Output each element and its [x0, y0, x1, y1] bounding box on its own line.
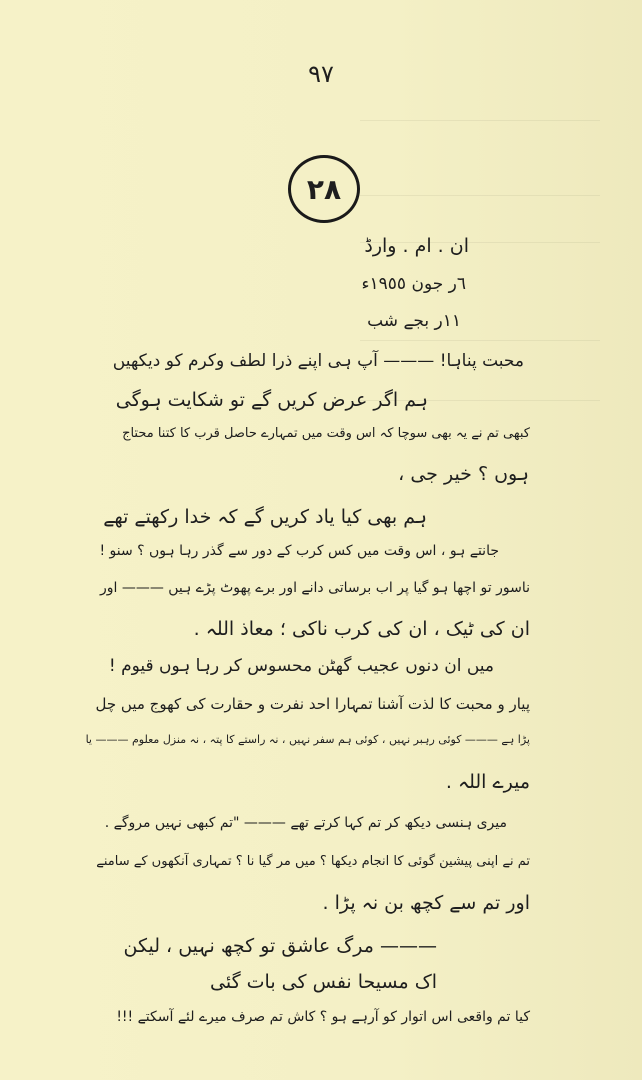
body-line: ہوں ؟ خیر جی ،	[398, 463, 529, 485]
body-line: پڑا ہے ——— کوئی رہبر نہیں ، کوئی ہم سفر نہیں ، نہ راستے کا پتہ ، نہ منزل معلوم ——— یا	[85, 733, 530, 746]
bleed-through-line	[360, 120, 600, 121]
body-line: میں ان دنوں عجیب گھٹن محسوس کر رہا ہوں قیوم !	[108, 656, 494, 676]
header-time: ١١ر بجے شب	[367, 311, 461, 331]
header-date: ٦ر جون ١٩٥٥ء	[361, 274, 466, 294]
body-line: ناسور تو اچھا ہو گیا پر اب برساتی دانے اور برے پھوٹ پڑے ہیں ——— اور	[99, 580, 530, 596]
bleed-through-line	[360, 195, 600, 196]
body-line: کبھی تم نے یہ بھی سوچا کہ اس وقت میں تمہارے حاصل قرب کا کتنا محتاج	[122, 426, 530, 441]
body-line: ان کی ٹیک ، ان کی کرب ناکی ؛ معاذ اللہ .	[193, 618, 530, 640]
body-line: کیا تم واقعی اس اتوار کو آرہے ہو ؟ کاش تم صرف میرے لئے آسکتے !!!	[116, 1009, 530, 1025]
page-number: ٩٧	[308, 60, 334, 88]
body-line: جانتے ہو ، اس وقت میں کس کرب کے دور سے گذر رہا ہوں ؟ سنو !	[99, 543, 499, 559]
body-line: ہم بھی کیا یاد کریں گے کہ خدا رکھتے تھے	[103, 506, 427, 528]
chapter-number-circle: ٢٨	[288, 155, 360, 223]
bleed-through-line	[360, 340, 600, 341]
body-line: ہم اگر عرض کریں گے تو شکایت ہوگی	[115, 389, 428, 411]
body-line: اور تم سے کچھ بن نہ پڑا .	[322, 892, 530, 914]
body-line: اک مسیحا نفس کی بات گئی	[210, 971, 437, 993]
body-line: تم نے اپنی پیشین گوئی کا انجام دیکھا ؟ میں مر گیا نا ؟ تمہاری آنکھوں کے سامنے	[96, 854, 530, 869]
body-line: میری ہنسی دیکھ کر تم کہا کرتے تھے ——— "تم کبھی نہیں مروگے .	[104, 815, 507, 831]
body-line: میرے اللہ .	[445, 771, 530, 793]
body-line: ——— مرگ عاشق تو کچھ نہیں ، لیکن	[123, 935, 437, 957]
header-ward: ان . ام . وارڈ	[364, 235, 469, 257]
body-line: پیار و محبت کا لذت آشنا تمہارا احد نفرت و حقارت کی کھوج میں چل	[95, 695, 530, 713]
body-line: محبت پناہا! ——— آپ ہی اپنے ذرا لطف وکرم کو دیکھیں	[112, 351, 524, 371]
